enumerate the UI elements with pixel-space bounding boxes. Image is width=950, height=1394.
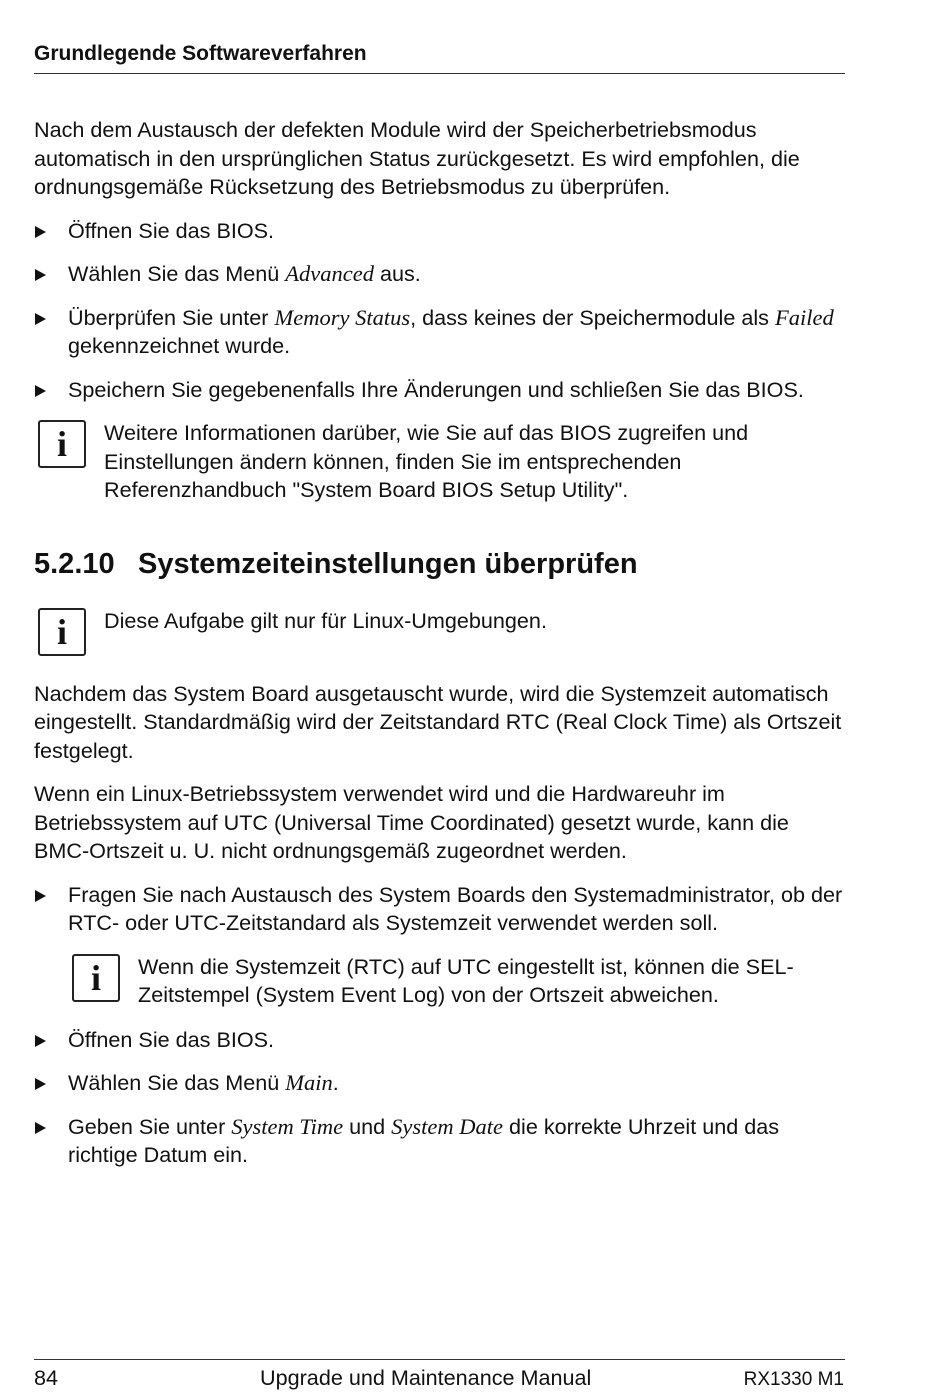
bullet-arrow-icon [35,385,46,397]
manual-title: Upgrade und Maintenance Manual [260,1365,592,1390]
bullet-arrow-icon [35,890,46,902]
step-select-main [34,1069,846,1098]
step-select-advanced [34,260,846,289]
paragraph-rtc: Nachdem das System Board ausgetauscht wurde, wird die Systemzeit automatisch eingestellt. Standardmäßig wird der Zeitstandard RTC (Real Clock Time) als Ortszeit festgelegt. [34,680,842,763]
footer-divider [34,1359,845,1360]
bullet-arrow-icon [35,269,46,281]
step-text: Geben Sie unter [68,1113,232,1139]
step-ask-admin [34,881,846,938]
header-divider [34,73,845,74]
step-text: Wählen Sie das Menü [68,261,286,286]
info-text: Wenn die Systemzeit (RTC) auf UTC eingestellt ist, können die SEL-Zeitstempel (System Event Log) von der Ortszeit abweichen. [138,953,794,1007]
info-text: Weitere Informationen darüber, wie Sie auf das BIOS zugreifen und Einstellungen ändern können, finden Sie im entsprechenden Referenzhandbuch "System Board BIOS Setup Utility". [104,420,749,502]
bullet-arrow-icon [35,313,46,325]
page-content [34,116,846,1185]
step-text: die korrekte Uhrzeit und das richtige Datum ein. [68,1113,780,1167]
page-number: 84 [34,1365,59,1390]
field-system-date: System Date [391,1113,504,1139]
step-text: Überprüfen Sie unter [68,304,275,330]
menu-name-main: Main [285,1070,333,1095]
bullet-arrow-icon [35,1078,46,1090]
info-note-bios [34,419,846,505]
info-icon: i [72,954,120,1002]
bullet-arrow-icon [35,1122,46,1134]
step-text: . [332,1070,339,1095]
info-icon: i [38,608,86,656]
page-header-title: Grundlegende Softwareverfahren [34,42,367,65]
step-text: Speichern Sie gegebenenfalls Ihre Änderungen und schließen Sie das BIOS. [68,376,804,402]
status-failed: Failed [774,304,834,330]
info-note-sel [68,953,846,1011]
step-text: Öffnen Sie das BIOS. [68,217,275,243]
section-heading [34,547,846,581]
step-open-bios [34,217,846,246]
step-text: Fragen Sie nach Austausch des System Boards den Systemadministrator, ob der RTC- oder UTC-Zeitstandard als Systemzeit verwendet werden soll. [68,881,843,935]
bullet-arrow-icon [35,226,46,238]
step-text: gekennzeichnet wurde. [68,333,291,358]
menu-name-advanced: Advanced [285,261,374,286]
step-text: , dass keines der Speichermodule als [410,304,775,330]
step-text: aus. [373,261,421,286]
step-open-bios-2 [34,1026,846,1055]
step-text: Öffnen Sie das BIOS. [68,1026,275,1052]
model-name: RX1330 M1 [743,1369,844,1390]
intro-paragraph: Nach dem Austausch der defekten Module wird der Speicherbetriebsmodus automatisch in den ursprünglichen Status zurückgesetzt. Es wird empfohlen, die ordnungsgemäße Rücksetzung des Betriebsmodus zu überprüfen. [34,117,800,199]
section-title: Systemzeiteinstellungen überprüfen [138,547,638,580]
step-save-and-exit [34,376,846,405]
info-icon: i [38,420,86,468]
step-text: und [343,1113,392,1139]
step-set-time-date [34,1113,846,1170]
menu-name-memory-status: Memory Status [274,304,411,330]
bullet-arrow-icon [35,1035,46,1047]
field-system-time: System Time [231,1113,344,1139]
page-footer [34,1364,844,1392]
info-text: Diese Aufgabe gilt nur für Linux-Umgebungen. [104,607,547,633]
step-check-memory-status [34,304,846,361]
section-number: 5.2.10 [34,547,115,580]
info-note-linux [34,607,846,665]
paragraph-utc: Wenn ein Linux-Betriebssystem verwendet wird und die Hardwareuhr im Betriebssystem auf UTC (Universal Time Coordinated) gesetzt wurde, kann die BMC-Ortszeit u. U. nicht ordnungsgemäß zugeordnet werden. [34,781,789,863]
step-text: Wählen Sie das Menü [68,1070,286,1095]
